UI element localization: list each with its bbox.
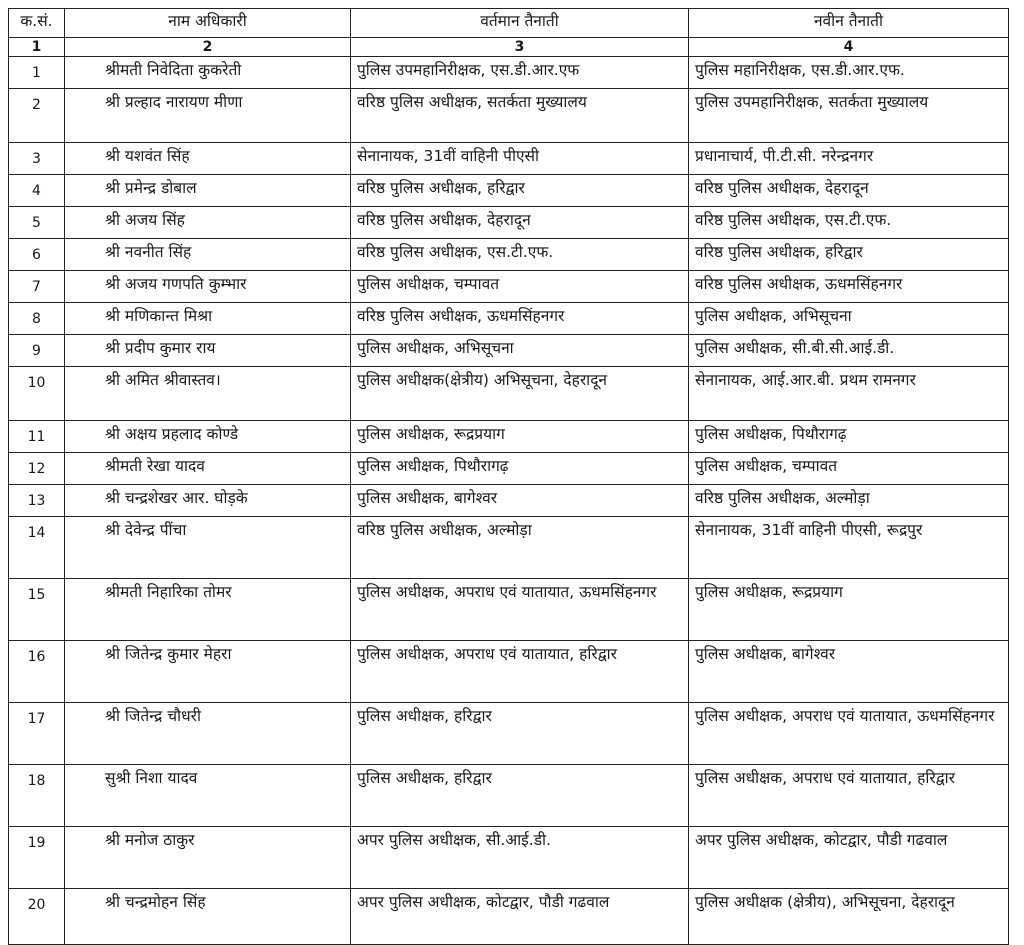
officer-name-cell: श्रीमती निवेदिता कुकरेती [65,57,351,89]
table-row [9,207,1009,239]
table-row [9,175,1009,207]
serial-number-cell: 10 [9,367,65,421]
table-row [9,765,1009,827]
serial-number-cell: 6 [9,239,65,271]
table-row [9,421,1009,453]
officer-name-cell: सुश्री निशा यादव [65,765,351,827]
table-row [9,335,1009,367]
table-row [9,485,1009,517]
table-row [9,303,1009,335]
new-posting-cell: सेनानायक, 31वीं वाहिनी पीएसी, रूद्रपुर [689,517,1009,579]
serial-number-cell: 15 [9,579,65,641]
officer-name-cell: श्रीमती रेखा यादव [65,453,351,485]
header-row [9,9,1009,38]
table-row [9,641,1009,703]
new-posting-cell: पुलिस अधीक्षक (क्षेत्रीय), अभिसूचना, देहरादून [689,889,1009,945]
new-posting-cell: पुलिस अधीक्षक, अपराध एवं यातायात, हरिद्वार [689,765,1009,827]
serial-number-cell: 7 [9,271,65,303]
serial-number-cell: 12 [9,453,65,485]
current-posting-cell: अपर पुलिस अधीक्षक, सी.आई.डी. [351,827,689,889]
transfer-order-document [8,8,1008,945]
officer-name-cell: श्री जितेन्द्र कुमार मेहरा [65,641,351,703]
table-row [9,889,1009,945]
current-posting-cell: वरिष्ठ पुलिस अधीक्षक, सतर्कता मुख्यालय [351,89,689,143]
serial-number-cell: 13 [9,485,65,517]
serial-number-cell: 3 [9,143,65,175]
new-posting-cell: वरिष्ठ पुलिस अधीक्षक, ऊधमसिंहनगर [689,271,1009,303]
current-posting-cell: पुलिस अधीक्षक, अपराध एवं यातायात, हरिद्वार [351,641,689,703]
serial-number-cell: 17 [9,703,65,765]
officer-name-cell: श्री चन्द्रशेखर आर. घोड़के [65,485,351,517]
current-posting-cell: पुलिस अधीक्षक, अभिसूचना [351,335,689,367]
current-posting-cell: वरिष्ठ पुलिस अधीक्षक, अल्मोड़ा [351,517,689,579]
new-posting-cell: वरिष्ठ पुलिस अधीक्षक, एस.टी.एफ. [689,207,1009,239]
current-posting-cell: पुलिस अधीक्षक, चम्पावत [351,271,689,303]
new-posting-cell: पुलिस अधीक्षक, सी.बी.सी.आई.डी. [689,335,1009,367]
new-posting-cell: प्रधानाचार्य, पी.टी.सी. नरेन्द्रनगर [689,143,1009,175]
current-posting-cell: अपर पुलिस अधीक्षक, कोटद्वार, पौडी गढवाल [351,889,689,945]
new-posting-cell: पुलिस महानिरीक्षक, एस.डी.आर.एफ. [689,57,1009,89]
header-officer-name: नाम अधिकारी [65,9,351,38]
new-posting-cell: पुलिस उपमहानिरीक्षक, सतर्कता मुख्यालय [689,89,1009,143]
table-row [9,143,1009,175]
serial-number-cell: 1 [9,57,65,89]
header-current-posting: वर्तमान तैनाती [351,9,689,38]
serial-number-cell: 18 [9,765,65,827]
column-number: 1 [9,38,65,57]
new-posting-cell: वरिष्ठ पुलिस अधीक्षक, अल्मोड़ा [689,485,1009,517]
officer-name-cell: श्री मनोज ठाकुर [65,827,351,889]
serial-number-cell: 19 [9,827,65,889]
new-posting-cell: पुलिस अधीक्षक, अभिसूचना [689,303,1009,335]
table-row [9,89,1009,143]
column-number: 4 [689,38,1009,57]
serial-number-cell: 9 [9,335,65,367]
current-posting-cell: पुलिस अधीक्षक, हरिद्वार [351,703,689,765]
new-posting-cell: पुलिस अधीक्षक, बागेश्वर [689,641,1009,703]
current-posting-cell: वरिष्ठ पुलिस अधीक्षक, हरिद्वार [351,175,689,207]
table-row [9,367,1009,421]
posting-table [8,8,1009,945]
officer-name-cell: श्री मणिकान्त मिश्रा [65,303,351,335]
serial-number-cell: 16 [9,641,65,703]
table-row [9,579,1009,641]
current-posting-cell: सेनानायक, 31वीं वाहिनी पीएसी [351,143,689,175]
current-posting-cell: वरिष्ठ पुलिस अधीक्षक, देहरादून [351,207,689,239]
current-posting-cell: पुलिस अधीक्षक, रूद्रप्रयाग [351,421,689,453]
current-posting-cell: पुलिस अधीक्षक, हरिद्वार [351,765,689,827]
serial-number-cell: 20 [9,889,65,945]
officer-name-cell: श्री अमित श्रीवास्तव। [65,367,351,421]
table-body [9,57,1009,945]
column-number-row [9,38,1009,57]
table-row [9,517,1009,579]
officer-name-cell: श्री देवेन्द्र पींचा [65,517,351,579]
serial-number-cell: 5 [9,207,65,239]
officer-name-cell: श्री अजय गणपति कुम्भार [65,271,351,303]
column-number: 3 [351,38,689,57]
header-new-posting: नवीन तैनाती [689,9,1009,38]
serial-number-cell: 14 [9,517,65,579]
officer-name-cell: श्री प्रदीप कुमार राय [65,335,351,367]
officer-name-cell: श्री अक्षय प्रहलाद कोण्डे [65,421,351,453]
officer-name-cell: श्री अजय सिंह [65,207,351,239]
new-posting-cell: पुलिस अधीक्षक, रूद्रप्रयाग [689,579,1009,641]
officer-name-cell: श्री नवनीत सिंह [65,239,351,271]
column-number: 2 [65,38,351,57]
current-posting-cell: पुलिस अधीक्षक, पिथौरागढ़ [351,453,689,485]
table-row [9,827,1009,889]
serial-number-cell: 8 [9,303,65,335]
current-posting-cell: पुलिस अधीक्षक, बागेश्वर [351,485,689,517]
new-posting-cell: पुलिस अधीक्षक, पिथौरागढ़ [689,421,1009,453]
serial-number-cell: 2 [9,89,65,143]
table-row [9,453,1009,485]
new-posting-cell: पुलिस अधीक्षक, अपराध एवं यातायात, ऊधमसिंहनगर [689,703,1009,765]
table-row [9,271,1009,303]
officer-name-cell: श्री प्रल्हाद नारायण मीणा [65,89,351,143]
current-posting-cell: पुलिस अधीक्षक(क्षेत्रीय) अभिसूचना, देहरादून [351,367,689,421]
officer-name-cell: श्री जितेन्द्र चौधरी [65,703,351,765]
new-posting-cell: अपर पुलिस अधीक्षक, कोटद्वार, पौडी गढवाल [689,827,1009,889]
officer-name-cell: श्री प्रमेन्द्र डोबाल [65,175,351,207]
current-posting-cell: वरिष्ठ पुलिस अधीक्षक, एस.टी.एफ. [351,239,689,271]
current-posting-cell: पुलिस अधीक्षक, अपराध एवं यातायात, ऊधमसिंहनगर [351,579,689,641]
table-row [9,239,1009,271]
officer-name-cell: श्रीमती निहारिका तोमर [65,579,351,641]
table-row [9,703,1009,765]
current-posting-cell: पुलिस उपमहानिरीक्षक, एस.डी.आर.एफ [351,57,689,89]
table-row [9,57,1009,89]
serial-number-cell: 4 [9,175,65,207]
current-posting-cell: वरिष्ठ पुलिस अधीक्षक, ऊधमसिंहनगर [351,303,689,335]
new-posting-cell: वरिष्ठ पुलिस अधीक्षक, हरिद्वार [689,239,1009,271]
new-posting-cell: वरिष्ठ पुलिस अधीक्षक, देहरादून [689,175,1009,207]
new-posting-cell: पुलिस अधीक्षक, चम्पावत [689,453,1009,485]
new-posting-cell: सेनानायक, आई.आर.बी. प्रथम रामनगर [689,367,1009,421]
header-serial: क.सं. [9,9,65,38]
serial-number-cell: 11 [9,421,65,453]
officer-name-cell: श्री चन्द्रमोहन सिंह [65,889,351,945]
officer-name-cell: श्री यशवंत सिंह [65,143,351,175]
